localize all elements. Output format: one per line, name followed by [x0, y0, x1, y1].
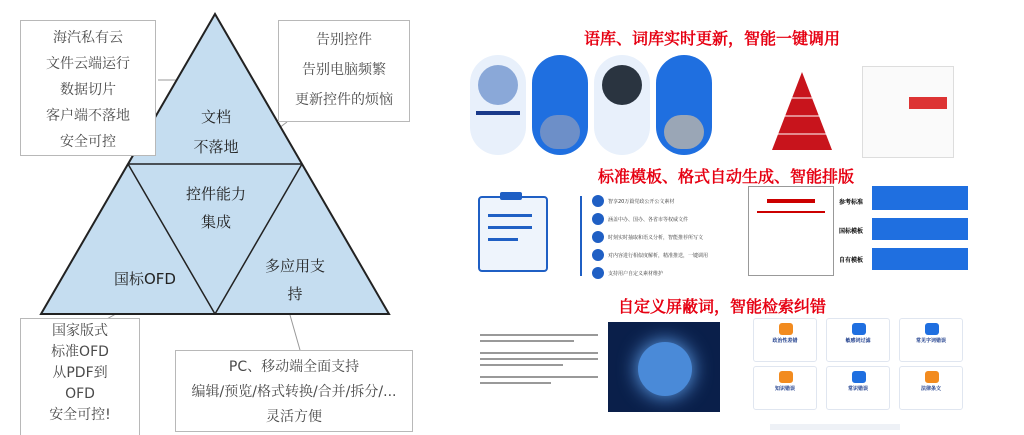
section-national-ofd: 国标OFD: [114, 270, 176, 288]
section-label: 文档: [200, 108, 231, 126]
callout-line: 从PDF到: [52, 365, 108, 381]
callout-line: 更新控件的烦恼: [295, 92, 393, 108]
callout-line: 数据切片: [60, 82, 116, 98]
card-political-error: [753, 318, 817, 362]
card-label: 法律条文: [920, 386, 941, 392]
tag-reference: 参考标准: [839, 199, 864, 206]
tag-national: 国标模板: [839, 228, 864, 235]
callout-line: 编辑/预览/格式转换/合并/拆分/...: [191, 384, 397, 400]
section-label: 控件能力: [185, 185, 246, 203]
section-label: 持: [287, 285, 303, 303]
warning-icon: [779, 371, 793, 383]
card-label: 知识错误: [774, 386, 795, 392]
footer-strip: [770, 424, 900, 430]
callout-line: 客户端不落地: [46, 108, 130, 124]
section-control-integration: [176, 180, 256, 236]
card-label: 敏感词过滤: [845, 338, 871, 344]
pill-image: [478, 65, 518, 105]
callout-line: 灵活方便: [266, 409, 322, 425]
callout-line: 安全可控!: [49, 407, 111, 423]
section-label: 多应用支: [264, 257, 325, 275]
feature-pill: [656, 55, 712, 155]
card-sensitive-filter: [826, 318, 890, 362]
cart-icon: [925, 323, 939, 335]
pill-title-bar: [476, 111, 520, 115]
callout-line: 标准OFD: [51, 344, 109, 360]
bullet-text: 支持用户自定义素材维护: [608, 271, 664, 277]
callout-private-cloud: [20, 20, 156, 156]
card-legal-clause: [899, 366, 963, 410]
template-document: [748, 186, 834, 276]
callout-no-plugin: [278, 20, 410, 122]
card-common-error: [826, 366, 890, 410]
section-label: 集成: [200, 213, 231, 231]
callout-line: PC、移动端全面支持: [228, 359, 360, 375]
bullet-icon: [592, 213, 604, 225]
callout-multi-platform: [175, 350, 413, 432]
filter-icon: [852, 323, 866, 335]
clipboard-illustration: [478, 196, 548, 272]
pill-image: [602, 65, 642, 105]
section-label: 不落地: [193, 138, 239, 156]
pill-image: [540, 115, 580, 149]
callout-line: 告别电脑频繁: [302, 62, 386, 78]
globe-image: [608, 322, 720, 412]
description-text: [480, 330, 598, 410]
pyramid-diagram: [0, 0, 430, 435]
callout-line: 国家版式: [52, 323, 108, 339]
tag-box: [872, 186, 968, 210]
callout-ofd: [20, 318, 140, 435]
section-doc-no-local: [186, 102, 246, 162]
feature-pill: [470, 55, 526, 155]
feature-pill: [594, 55, 650, 155]
law-icon: [925, 371, 939, 383]
bullet-text: 对内容进行相似度解析，精准推送，一键调用: [608, 253, 709, 259]
connector-bottom-right: [290, 315, 300, 350]
tag-box: [872, 248, 968, 270]
bullet-text: 时刻实时抽取和语义分析，智能推荐所写文: [608, 235, 704, 241]
callout-line: 告别控件: [316, 32, 372, 48]
heading-template: 标准模板、格式自动生成、智能排版: [598, 167, 855, 186]
doc-screenshot: [862, 66, 954, 158]
tag-own: 自有模板: [839, 257, 864, 264]
warning-icon: [779, 323, 793, 335]
tag-box: [872, 218, 968, 240]
callout-line: 文件云端运行: [46, 56, 130, 72]
bullet-text: 涵盖中办、国办、各省市等权威文件: [608, 217, 689, 223]
highlight-box: [909, 97, 947, 109]
heading-filter: 自定义屏蔽词，智能检索纠错: [618, 297, 827, 316]
card-label: 政治性差错: [772, 338, 798, 344]
bullet-text: 智享20万篇党政公开公文素材: [608, 199, 675, 205]
feature-pill: [532, 55, 588, 155]
callout-line: 安全可控: [60, 134, 116, 150]
info-icon: [852, 371, 866, 383]
red-pyramid-graphic: [762, 58, 842, 154]
card-knowledge-error: [753, 366, 817, 410]
bullet-icon: [592, 249, 604, 261]
callout-line: 海汽私有云: [53, 30, 123, 46]
heading-library-update: 语库、词库实时更新，智能一键调用: [584, 29, 841, 48]
callout-line: OFD: [65, 386, 95, 402]
bullet-icon: [592, 267, 604, 279]
card-label: 常见字词错误: [915, 338, 946, 344]
bullet-icon: [592, 231, 604, 243]
pill-image: [664, 115, 704, 149]
section-multi-app: [250, 252, 340, 308]
card-word-error: [899, 318, 963, 362]
card-label: 常识错误: [847, 386, 868, 392]
bullet-icon: [592, 195, 604, 207]
